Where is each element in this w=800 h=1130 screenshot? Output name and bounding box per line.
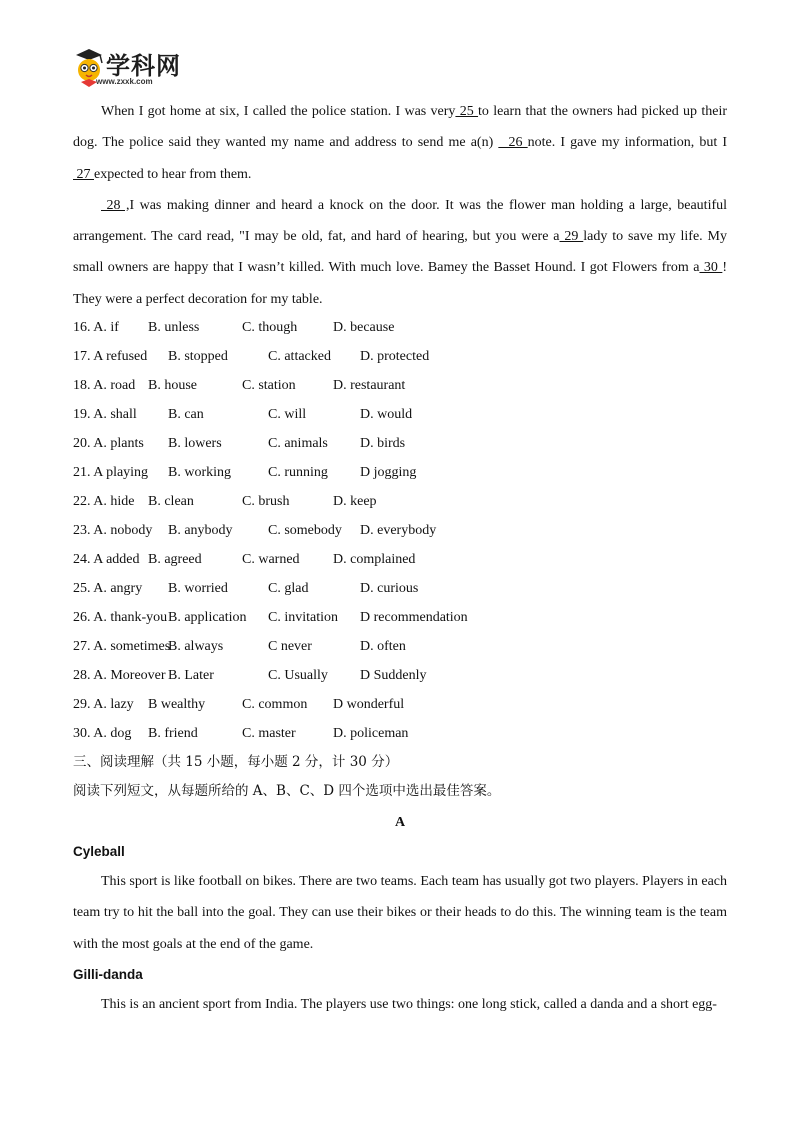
option-b: B. worried [168, 581, 228, 597]
option-d: D. would [360, 407, 413, 423]
question-row [73, 632, 727, 661]
option-d: D recommendation [360, 610, 468, 626]
option-a: 24. A added [73, 552, 140, 568]
option-a: 22. A. hide [73, 494, 135, 510]
option-d: D jogging [360, 465, 417, 481]
question-row [73, 719, 727, 748]
option-c: C. will [268, 407, 307, 423]
option-b: B. application [168, 610, 247, 626]
passage-text: I was making dinner and heard a knock on the door. It was the flower man holding a large, beautiful arrangement. The card read, "I may be old, fat, and hard of hearing, but you were a [73, 197, 728, 245]
option-a: 27. A. sometimes [73, 639, 171, 655]
option-c: C. invitation [268, 610, 338, 626]
answer-blank: 29 [559, 229, 584, 245]
passage-text: lady to save my life. My small owners are happy that I wasn’t killed. With much love. Bamey the Basset Hound. I got Flowers from a [73, 229, 727, 276]
option-b: B. agreed [148, 552, 202, 568]
option-b: B. unless [148, 320, 200, 336]
option-b: B. stopped [168, 349, 228, 365]
logo-url: www.zxxk.com [96, 77, 153, 86]
logo-name: 学科网 [106, 52, 181, 80]
option-a: 30. A. dog [73, 726, 132, 742]
document-content [73, 96, 727, 1020]
option-b: B. anybody [168, 523, 233, 539]
option-c: C. attacked [268, 349, 331, 365]
question-row [73, 429, 727, 458]
option-c: C. station [242, 378, 296, 394]
option-a: 19. A. shall [73, 407, 137, 423]
question-row [73, 400, 727, 429]
option-c: C never [268, 639, 312, 655]
option-c: C. warned [242, 552, 300, 568]
cyleball-text: This sport is like football on bikes. There are two teams. Each team has usually got two players. Players in each team try to hit the ball into the goal. They can use their bikes or their heads to do this. The winning team is the team with the most goals at the end of the game. [73, 874, 727, 952]
passage-text: ! They were a perfect decoration for my table. [73, 260, 728, 307]
option-c: C. common [242, 697, 308, 713]
option-d: D Suddenly [360, 668, 427, 684]
option-c: C. master [242, 726, 296, 742]
option-c: C. glad [268, 581, 309, 597]
question-options [73, 313, 727, 748]
option-b: B wealthy [148, 697, 206, 713]
option-a: 29. A. lazy [73, 697, 134, 713]
option-b: B. house [148, 378, 197, 394]
option-a: 17. A refused [73, 349, 148, 365]
option-b: B. working [168, 465, 231, 481]
option-a: 26. A. thank-you [73, 610, 168, 626]
question-row [73, 487, 727, 516]
option-a: 25. A. angry [73, 581, 143, 597]
option-a: 23. A. nobody [73, 523, 153, 539]
passage-paragraph-2 [73, 190, 727, 315]
gillidanda-text: This is an ancient sport from India. The players use two things: one long stick, called a danda and a short egg- [101, 996, 717, 1012]
option-a: 18. A. road [73, 378, 136, 394]
option-b: B. clean [148, 494, 194, 510]
option-d: D wonderful [333, 697, 405, 713]
option-d: D. restaurant [333, 378, 406, 394]
question-row [73, 458, 727, 487]
section-title: 三、阅读理解（共 15 小题，每小题 2 分，计 30 分） [73, 754, 399, 771]
option-c: C. Usually [268, 668, 328, 684]
answer-blank: 30 [699, 260, 723, 276]
option-a: 28. A. Moreover [73, 668, 166, 684]
question-row [73, 342, 727, 371]
question-row [73, 371, 727, 400]
option-c: C. somebody [268, 523, 342, 539]
site-logo [72, 44, 202, 94]
option-c: C. animals [268, 436, 328, 452]
cyleball-heading: Cyleball [73, 844, 125, 860]
passage-paragraph-1 [73, 96, 727, 190]
passage-text: to learn that the owners had picked up their dog. The police said they wanted my name and address to send me a(n) [73, 104, 728, 151]
passage-text: note. I gave my information, but I [527, 135, 728, 151]
option-b: B. always [168, 639, 224, 655]
option-d: D. keep [333, 494, 377, 510]
question-row [73, 661, 727, 690]
option-b: B. lowers [168, 436, 222, 452]
option-c: C. though [242, 320, 298, 336]
option-b: B. can [168, 407, 204, 423]
option-d: D. everybody [360, 523, 437, 539]
passage-letter: A [394, 815, 406, 831]
answer-blank: 26 [498, 135, 528, 151]
question-row [73, 516, 727, 545]
question-row [73, 690, 727, 719]
passage-text: When I got home at six, I called the police station. I was very [101, 104, 456, 119]
option-a: 21. A playing [73, 465, 149, 481]
answer-blank: 25 [455, 104, 479, 119]
option-d: D. birds [360, 436, 406, 452]
option-d: D. often [360, 639, 406, 655]
option-a: 16. A. if [73, 320, 119, 336]
option-d: D. protected [360, 349, 430, 365]
passage-text: expected to hear from them. [94, 166, 252, 182]
question-row [73, 313, 727, 342]
answer-blank: 28 , [101, 197, 130, 213]
question-row [73, 545, 727, 574]
option-c: C. brush [242, 494, 290, 510]
option-a: 20. A. plants [73, 436, 144, 452]
question-row [73, 574, 727, 603]
gillidanda-heading: Gilli-danda [73, 966, 143, 982]
option-c: C. running [268, 465, 328, 481]
option-d: D. policeman [333, 726, 409, 742]
section-instruction: 阅读下列短文，从每题所给的 A、B、C、D 四个选项中选出最佳答案。 [73, 783, 501, 800]
option-d: D. because [333, 320, 395, 336]
option-b: B. Later [168, 668, 214, 684]
option-b: B. friend [148, 726, 198, 742]
option-d: D. complained [333, 552, 416, 568]
answer-blank: 27 [73, 166, 94, 182]
question-row [73, 603, 727, 632]
option-d: D. curious [360, 581, 419, 597]
